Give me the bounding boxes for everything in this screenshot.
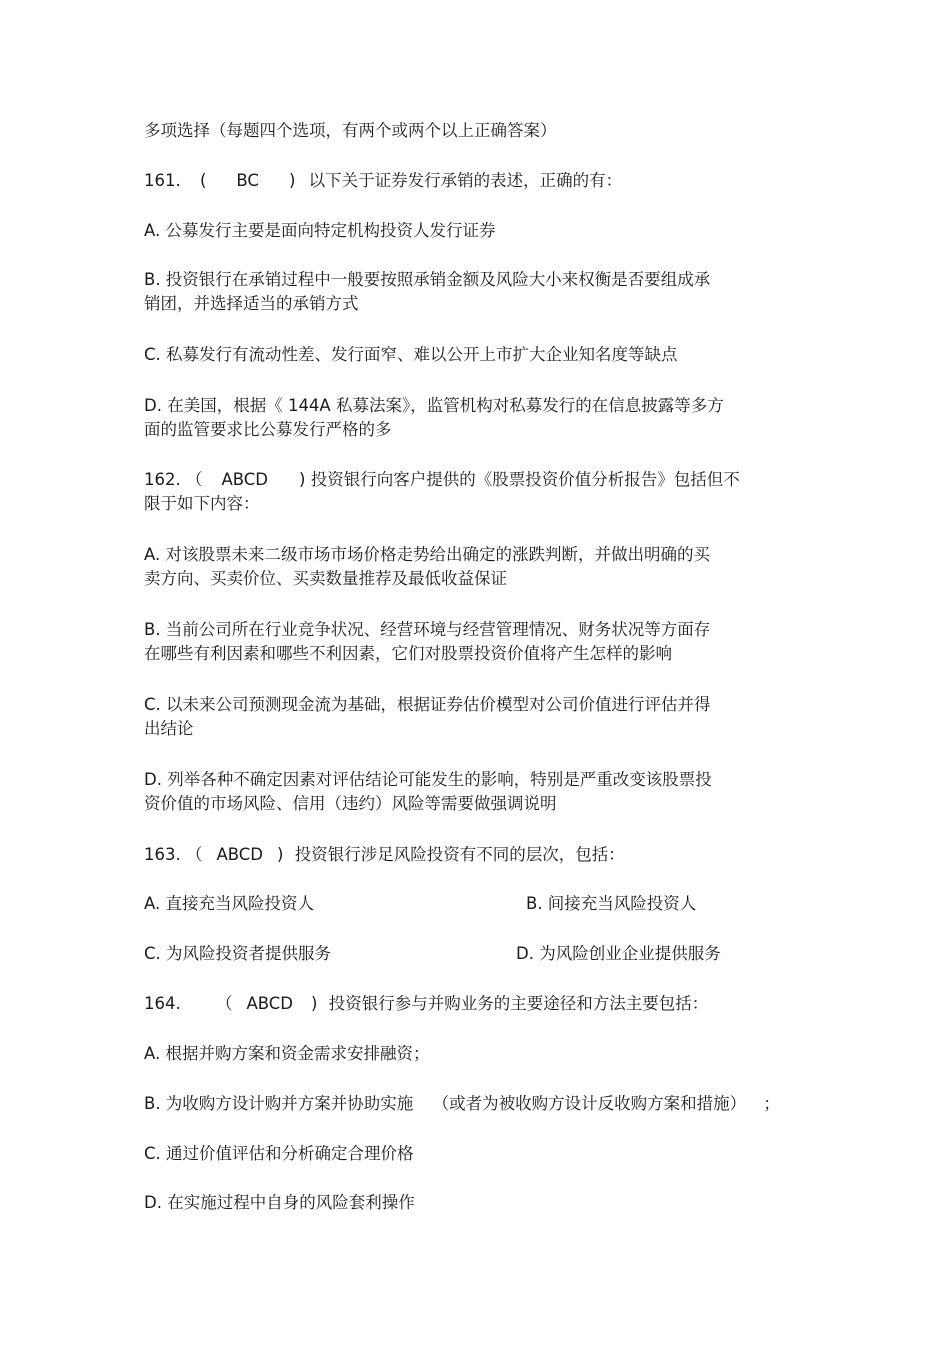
option-d-continued: 资价值的市场风险、信用（违约）风险等需要做强调说明 [144,794,557,813]
option-c: C. 通过价值评估和分析确定合理价格 [144,1144,414,1163]
question-stem: 投资银行参与并购业务的主要途径和方法主要包括： [328,994,709,1013]
question-stem: 投资银行向客户提供的《股票投资价值分析报告》包括但不 [310,470,740,489]
option-b: B. 当前公司所在行业竞争状况、经营环境与经营管理情况、财务状况等方面存 [144,620,711,639]
answer-paren-close: ) [311,994,318,1013]
option-d: D. 为风险创业企业提供服务 [516,944,721,963]
option-d: D. 列举各种不确定因素对评估结论可能发生的影响，特别是严重改变该股票投 [144,770,712,789]
question-163-stem-line [144,845,625,865]
option-a: A. 根据并购方案和资金需求安排融资； [144,1044,430,1063]
answer-paren-open: ( [200,171,207,190]
question-number: 163. [144,845,181,864]
answer-paren-open: （ [186,845,203,864]
question-stem: 投资银行涉足风险投资有不同的层次，包括： [294,845,625,864]
option-c-continued: 出结论 [144,719,194,738]
question-161-stem-line [144,171,622,191]
question-stem: 以下关于证券发行承销的表述，正确的有： [308,171,623,190]
question-number: 161. [144,171,181,190]
question-162-stem-line [144,470,740,490]
answer-value: ABCD [221,470,269,489]
option-a: A. 直接充当风险投资人 [144,894,314,913]
option-a: A. 对该股票未来二级市场市场价格走势给出确定的涨跌判断，并做出明确的买 [144,545,710,564]
answer-paren-open: （ [216,994,233,1013]
answer-paren-close: ) [288,171,296,190]
option-a-continued: 卖方向、买卖价位、买卖数量推荐及最低收益保证 [144,569,507,588]
section-heading: 多项选择（每题四个选项，有两个或两个以上正确答案） [144,121,557,140]
option-c: C. 以未来公司预测现金流为基础，根据证券估价模型对公司价值进行评估并得 [144,695,711,714]
question-164-stem-line [144,994,708,1014]
answer-value: ABCD [246,994,294,1013]
option-b: B. 间接充当风险投资人 [526,894,697,913]
option-b-continued: 在哪些有利因素和哪些不利因素，它们对股票投资价值将产生怎样的影响 [144,644,672,663]
option-c: C. 为风险投资者提供服务 [144,944,332,963]
option-c: C. 私募发行有流动性差、发行面窄、难以公开上市扩大企业知名度等缺点 [144,345,678,364]
option-b-continued: 销团，并选择适当的承销方式 [144,294,359,313]
answer-value: BC [236,171,259,190]
answer-paren-close: ) [277,845,284,864]
question-stem-continued: 限于如下内容： [144,494,260,513]
question-number: 162. [144,470,181,489]
option-b: B. 为收购方设计购并方案并协助实施 [144,1094,414,1113]
option-d-continued: 面的监管要求比公募发行严格的多 [144,420,392,439]
option-d: D. 在美国，根据《 144A 私募法案》，监管机构对私募发行的在信息披露等多方 [144,396,724,415]
option-b: B. 投资银行在承销过程中一般要按照承销金额及风险大小来权衡是否要组成承 [144,270,711,289]
option-d: D. 在实施过程中自身的风险套利操作 [144,1193,415,1212]
option-b-line [144,1094,780,1114]
answer-paren-open: （ [186,470,203,489]
answer-paren-close: ) [299,470,306,489]
answer-value: ABCD [216,845,264,864]
option-a: A. 公募发行主要是面向特定机构投资人发行证券 [144,221,496,240]
option-b-parenthetical: （或者为被收购方设计反收购方案和措施） [432,1094,747,1113]
option-b-end: ； [763,1094,780,1113]
question-number: 164. [144,994,181,1013]
